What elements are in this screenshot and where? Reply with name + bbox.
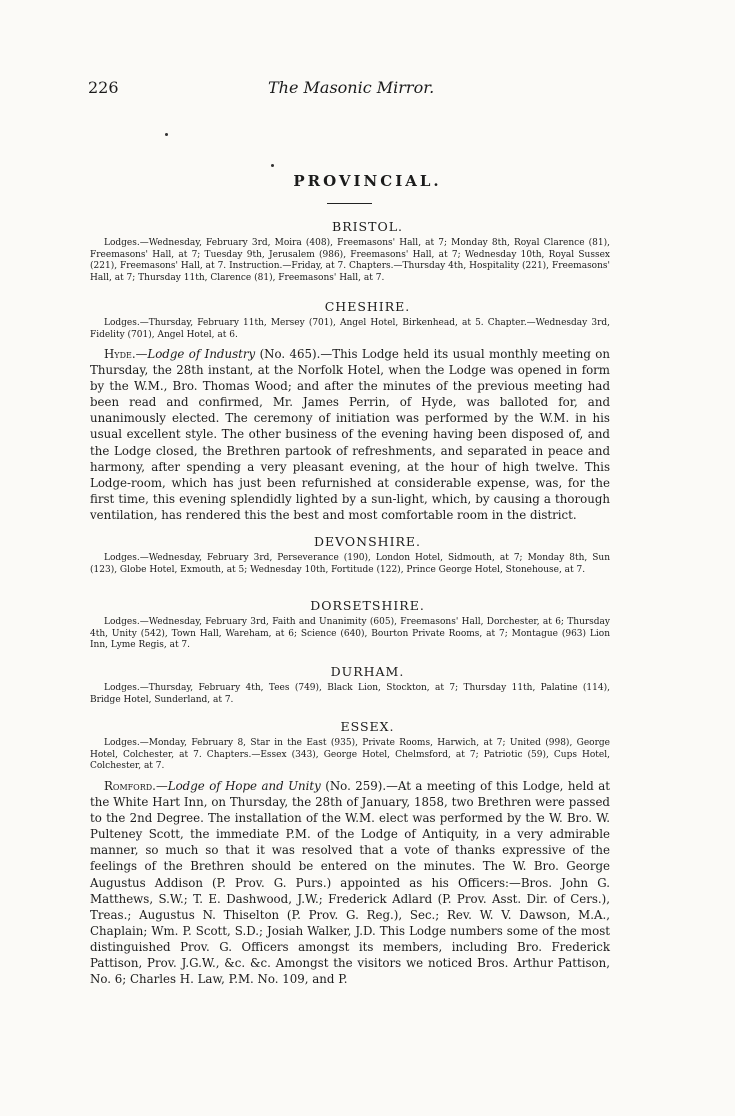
lodge-report-hyde xyxy=(90,346,610,523)
county-heading-dorsetshire: DORSETSHIRE. xyxy=(310,598,425,613)
report-lodge-name: —Lodge of Industry xyxy=(135,347,256,361)
meeting-notice-devonshire: Lodges.—Wednesday, February 3rd, Perseverance (190), London Hotel, Sidmouth, at 7; Monday 8th, Sun (123), Globe Hotel, Exmouth, at 5; Wednesday 10th, Fortitude (122), Prince George Hotel, Stonehouse, at 7. xyxy=(90,553,610,575)
report-text: (No. 465).—This Lodge held its usual monthly meeting on Thursday, the 28th instant, at the Norfolk Hotel, when the Lodge was opened in form by the W.M., Bro. Thomas Wood; and after the minutes of the previous meeting had been read and confirmed, Mr. James Perrin, of Hyde, was balloted for, and unanimously elected. The ceremony of initiation was performed by the W.M. in his usual excellent style. The other business of the evening having been disposed of, and the Lodge closed, the Brethren partook of refreshments, and separated in peace and harmony, after spending a very pleasant evening, at the hour of high twelve. This Lodge-room, which has just been refurnished at considerable expense, was, for the first time, this evening splendidly lighted by a sun-light, which, by causing a thorough ventilation, has rendered this the best and most comfortable room in the district. xyxy=(90,347,611,522)
report-place: Romford. xyxy=(104,779,156,793)
section-title: PROVINCIAL. xyxy=(293,172,442,190)
meeting-notice-dorsetshire: Lodges.—Wednesday, February 3rd, Faith and Unanimity (605), Freemasons' Hall, Dorchester, at 6; Thursday 4th, Unity (542), Town Hall, Wareham, at 6; Science (640), Bourton Private Rooms, at 7; Montague (963) Lion Inn, Lyme Regis, at 7. xyxy=(90,617,610,650)
report-text: (No. 259).—At a meeting of this Lodge, held at the White Hart Inn, on Thursday, the 28th of January, 1858, two Brethren were passed to the 2nd Degree. The installation of the W.M. elect was performed by the W. Bro. W. Pulteney Scott, the immediate P.M. of the Lodge of Antiquity, in a very admirable manner, so much so that it was resolved that a vote of thanks expressive of the feelings of the Brethren should be entered on the minutes. The W. Bro. George Augustus Addison (P. Prov. G. Purs.) appointed as his Officers:—Bros. John G. Matthews, S.W.; T. E. Dashwood, J.W.; Frederick Adlard (P. Prov. Asst. Dir. of Cers.), Treas.; Augustus N. Thiselton (P. Prov. G. Reg.), Sec.; Rev. W. V. Dawson, M.A., Chaplain; Wm. P. Scott, S.D.; Josiah Walker, J.D. This Lodge numbers some of the most distinguished Prov. G. Officers amongst its members, including Bro. Frederick Pattison, Prov. J.G.W., &c. &c. Amongst the visitors we noticed Bros. Arthur Pattison, No. 6; Charles H. Law, P.M. No. 109, and P. xyxy=(90,779,610,987)
meeting-notice-essex: Lodges.—Monday, February 8, Star in the East (935), Private Rooms, Harwich, at 7; United (998), George Hotel, Colchester, at 7. Chapters.—Essex (343), George Hotel, Chelmsford, at 7; Patriotic (59), Cups Hotel, Colchester, at 7. xyxy=(90,738,610,771)
county-heading-bristol: BRISTOL. xyxy=(332,219,403,234)
report-place: Hyde. xyxy=(104,347,136,361)
running-head xyxy=(88,78,608,100)
county-heading-essex: ESSEX. xyxy=(340,719,395,734)
county-heading-cheshire: CHESHIRE. xyxy=(324,299,411,314)
meeting-notice-bristol: Lodges.—Wednesday, February 3rd, Moira (408), Freemasons' Hall, at 7; Monday 8th, Royal Clarence (81), Freemasons' Hall, at 7; Tuesday 9th, Jerusalem (986), Freemasons' Hall, at 7; Wednesday 10th, Royal Sussex (221), Freemasons' Hall, at 7. Instruction.—Friday, at 7. Chapters.—Thursday 4th, Hospitality (221), Freemasons' Hall, at 7; Thursday 11th, Clarence (81), Freemasons' Hall, at 7. xyxy=(90,238,610,283)
page-number: 226 xyxy=(88,78,119,97)
meeting-notice-durham: Lodges.—Thursday, February 4th, Tees (749), Black Lion, Stockton, at 7; Thursday 11th, Palatine (114), Bridge Hotel, Sunderland, at 7. xyxy=(90,683,610,705)
lodge-report-romford xyxy=(90,778,610,987)
county-heading-durham: DURHAM. xyxy=(330,664,405,679)
county-heading-devonshire: DEVONSHIRE. xyxy=(313,534,422,549)
ink-speck xyxy=(271,164,274,167)
title-rule xyxy=(327,203,372,204)
meeting-notice-cheshire: Lodges.—Thursday, February 11th, Mersey (701), Angel Hotel, Birkenhead, at 5. Chapter.—Wednesday 3rd, Fidelity (701), Angel Hotel, at 6. xyxy=(90,318,610,340)
journal-title: The Masonic Mirror. xyxy=(268,78,435,97)
ink-speck xyxy=(165,133,168,136)
report-lodge-name: —Lodge of Hope and Unity xyxy=(155,779,321,793)
